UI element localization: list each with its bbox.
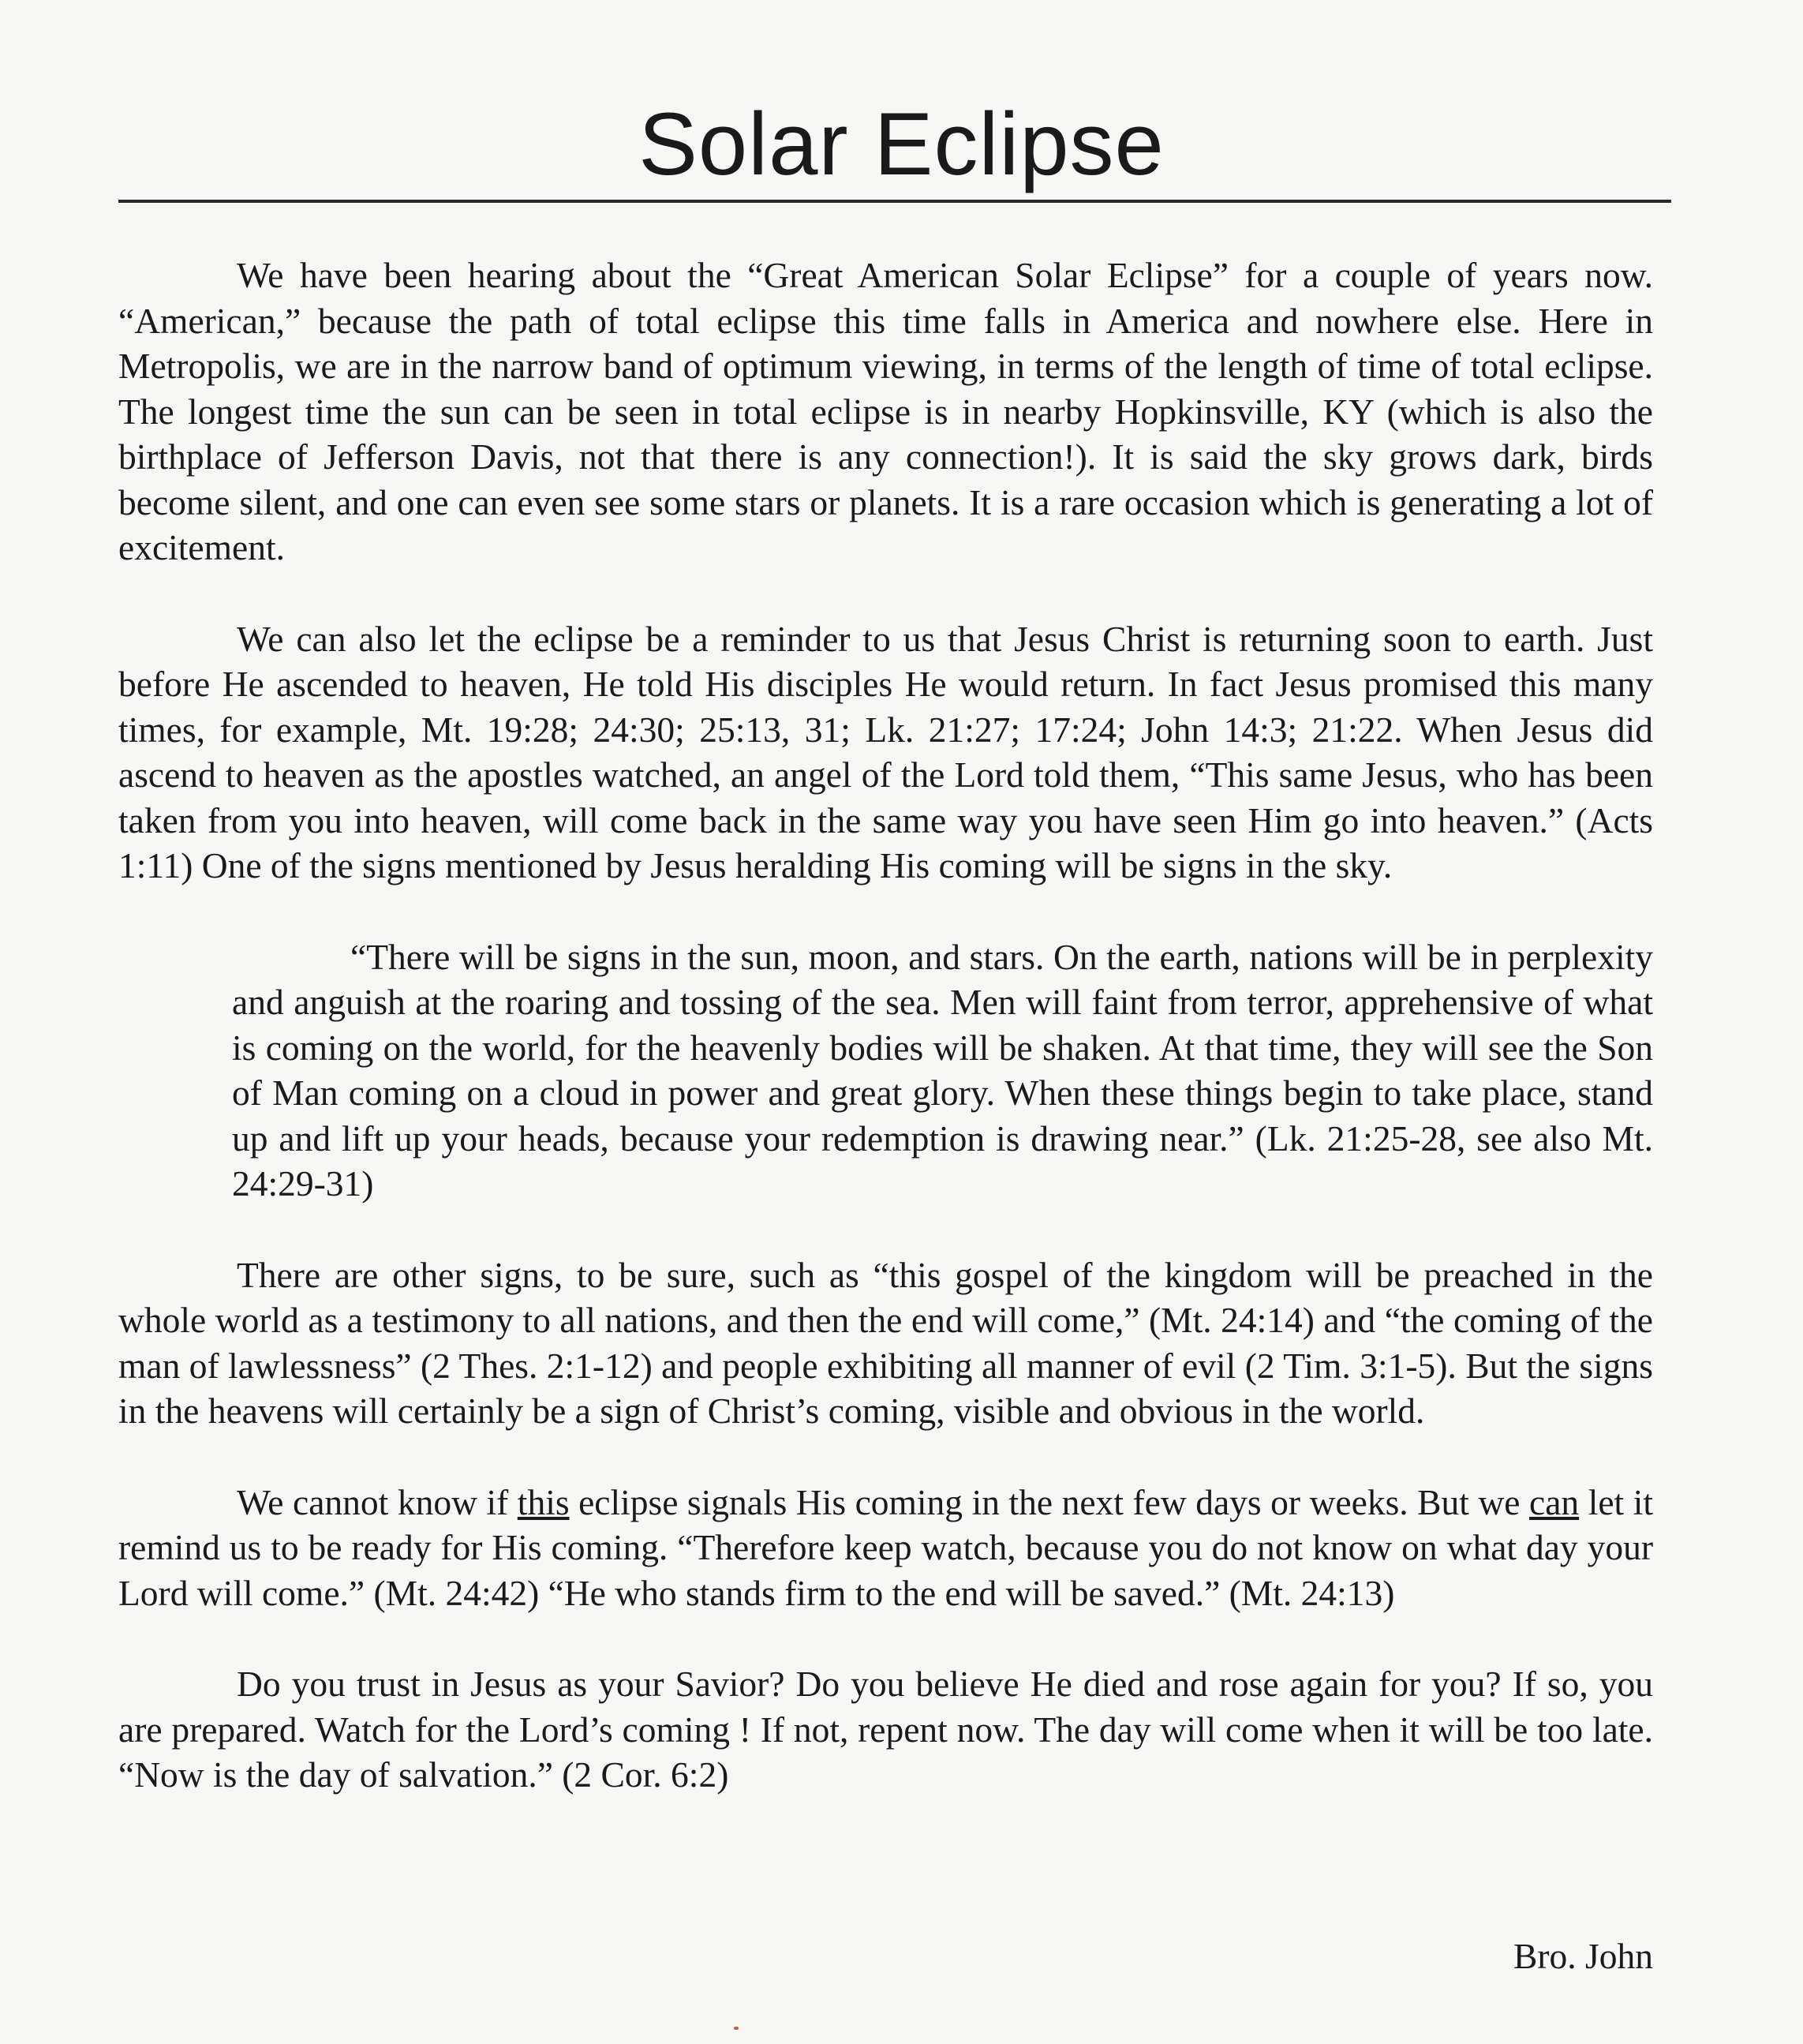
keep-watch-text-1: We cannot know if xyxy=(237,1481,518,1522)
paragraph-reminder: We can also let the eclipse be a reminder to us that Jesus Christ is returning soon to earth. Just before He ascended to heaven, He told His disciples He would return. In fact Jesus promised this many times, for example, Mt. 19:28; 24:30; 25:13, 31; Lk. 21:27; 17:24; John 14:3; 21:22. When Jesus did ascend to heaven as the apostles watched, an angel of the Lord told them, “This same Jesus, who has been taken from you into heaven, will come back in the same way you have seen Him go into heaven.” (Acts 1:11) One of the signs mentioned by Jesus heralding His coming will be signs in the sky. xyxy=(118,618,1653,885)
page-title: Solar Eclipse xyxy=(638,95,1165,193)
article-body xyxy=(118,253,1653,1844)
paragraph-intro: We have been hearing about the “Great American Solar Eclipse” for a couple of years now. “American,” because the path of total eclipse this time falls in America and nowhere else. Here in Metropolis, we are in the narrow band of optimum viewing, in terms of the length of time of total eclipse. The longest time the sun can be seen in total eclipse is in nearby Hopkinsville, KY (which is also the birthplace of Jefferson Davis, not that there is any connection!). It is said the sky grows dark, birds become silent, and one can even see some stars or planets. It is a rare occasion which is generating a lot of excitement. xyxy=(118,255,1653,567)
keep-watch-text-3: let it remind us to be ready for His coming. “Therefore keep watch, because you do not know on what day your Lord will come.” (Mt. 24:42) “He who stands firm to the end will be saved.” (Mt. 24:13) xyxy=(118,1481,1653,1613)
signature: Bro. John xyxy=(1513,1936,1653,1976)
paragraph-keep-watch xyxy=(118,1480,1653,1616)
underlined-can: can xyxy=(1529,1481,1580,1522)
paragraph-salvation: Do you trust in Jesus as your Savior? Do you believe He died and rose again for you? If so, you are prepared. Watch for the Lord’s coming ! If not, repent now. The day will come when it will be too late. “Now is the day of salvation.” (2 Cor. 6:2) xyxy=(118,1664,1653,1795)
block-quote: “There will be signs in the sun, moon, and stars. On the earth, nations will be in perplexity and anguish at the roaring and tossing of the sea. Men will faint from terror, apprehensive of what is coming on the world, for the heavenly bodies will be shaken. At that time, they will see the Son of Man coming on a cloud in power and great glory. When these things begin to take place, stand up and lift up your heads, because your redemption is drawing near.” (Lk. 21:25-28, see also Mt. 24:29-31) xyxy=(232,936,1653,1204)
keep-watch-text-2: eclipse signals His coming in the next few days or weeks. But we xyxy=(569,1481,1530,1522)
paragraph-other-signs: There are other signs, to be sure, such as “this gospel of the kingdom will be preached in the whole world as a testimony to all nations, and then the end will come,” (Mt. 24:14) and “the coming of the man of lawlessness” (2 Thes. 2:1-12) and people exhibiting all manner of evil (2 Tim. 3:1-5). But the signs in the heavens will certainly be a sign of Christ’s coming, visible and obvious in the world. xyxy=(118,1254,1653,1431)
title-divider xyxy=(118,200,1671,203)
paper-speck xyxy=(734,2027,739,2030)
underlined-this: this xyxy=(517,1481,570,1522)
